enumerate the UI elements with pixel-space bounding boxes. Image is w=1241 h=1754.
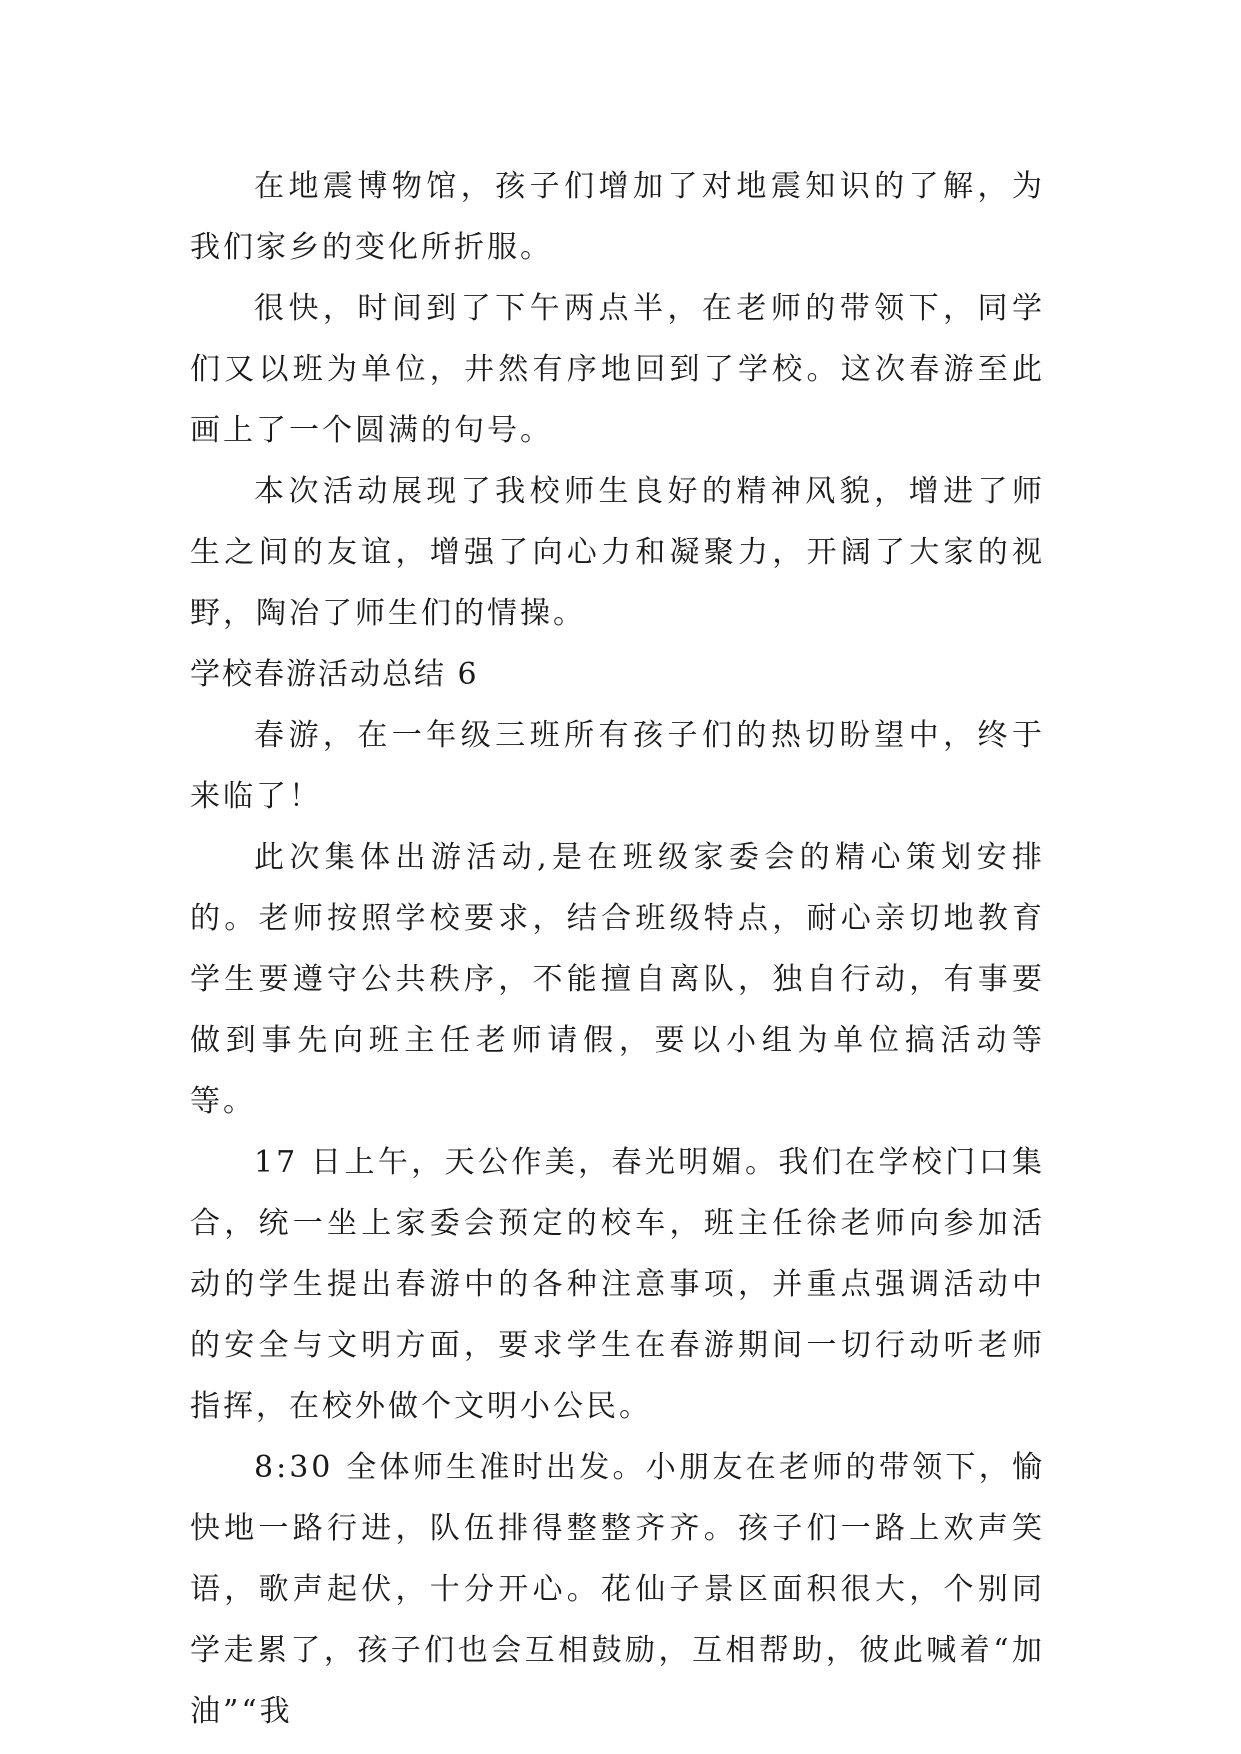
section-heading: 学校春游活动总结 6: [190, 657, 479, 692]
document-body: [190, 156, 1045, 1742]
paragraph: 8:30 全体师生准时出发。小朋友在老师的带领下，愉快地一路行进，队伍排得整整齐齐。孩子们一路上欢声笑语，歌声起伏，十分开心。花仙子景区面积很大，个别同学走累了，孩子们也会互相鼓励，互相帮助，彼此喊着“加油”“我: [190, 1450, 1045, 1729]
paragraph: 很快，时间到了下午两点半，在老师的带领下，同学们又以班为单位，井然有序地回到了学校。这次春游至此画上了一个圆满的句号。: [190, 291, 1045, 448]
paragraph: 在地震博物馆，孩子们增加了对地震知识的了解，为我们家乡的变化所折服。: [190, 169, 1045, 265]
paragraph: 此次集体出游活动,是在班级家委会的精心策划安排的。老师按照学校要求，结合班级特点，耐心亲切地教育学生要遵守公共秩序，不能擅自离队，独自行动，有事要做到事先向班主任老师请假，要以小组为单位搞活动等等。: [190, 840, 1045, 1119]
paragraph: 17 日上午，天公作美，春光明媚。我们在学校门口集合，统一坐上家委会预定的校车，班主任徐老师向参加活动的学生提出春游中的各种注意事项，并重点强调活动中的安全与文明方面，要求学生在春游期间一切行动听老师指挥，在校外做个文明小公民。: [190, 1145, 1045, 1424]
paragraph: 春游，在一年级三班所有孩子们的热切盼望中，终于来临了！: [190, 718, 1045, 814]
paragraph: 本次活动展现了我校师生良好的精神风貌，增进了师生之间的友谊，增强了向心力和凝聚力，开阔了大家的视野，陶冶了师生们的情操。: [190, 474, 1045, 631]
